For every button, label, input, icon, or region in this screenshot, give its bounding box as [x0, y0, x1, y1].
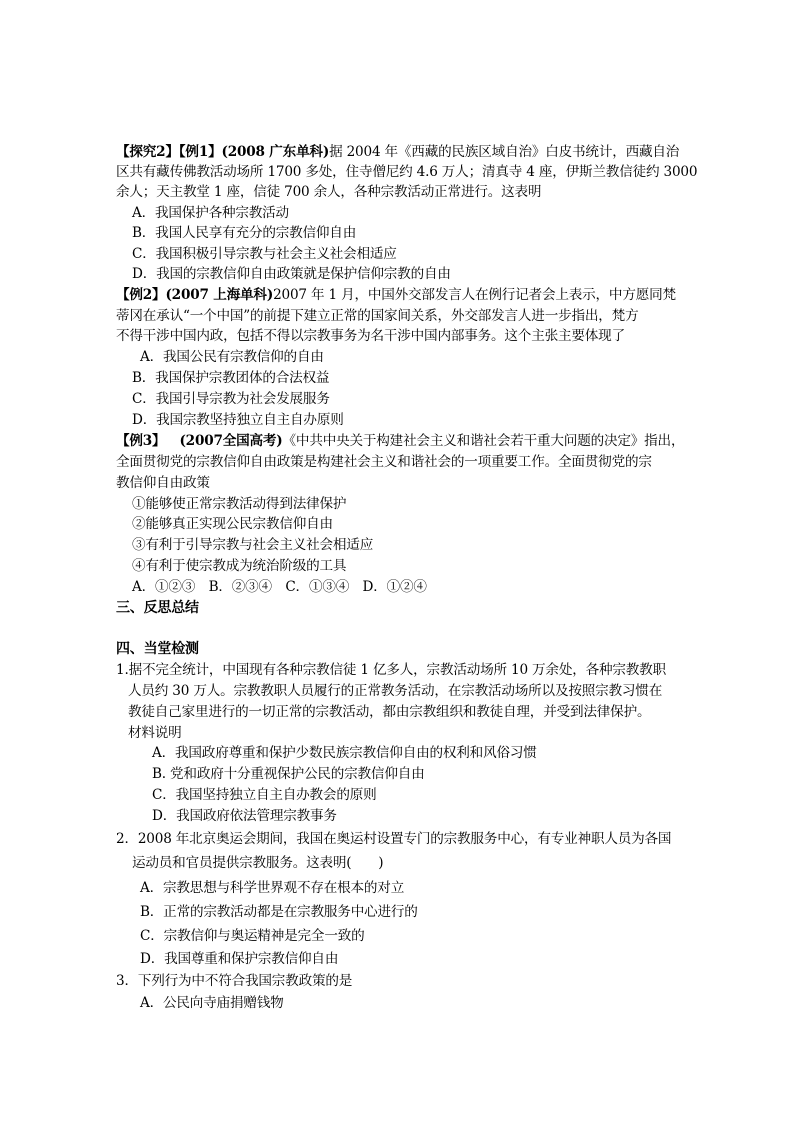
- example-3-item-1: ①能够使正常宗教活动得到法律保护: [132, 496, 347, 512]
- question-1-stem-1: 1.据不完全统计，中国现有各种宗教信徒 1 亿多人，宗教活动场所 10 万余处，各种宗教教职: [116, 662, 666, 678]
- question-1-stem-4: 材料说明: [128, 725, 182, 741]
- example-3-answers: A．①②③ B．②③④ C．①③④ D．①②④: [132, 579, 427, 595]
- example-2-stem-1: 2007 年 1 月，中国外交部发言人在例行记者会上表示，中方愿同梵: [273, 287, 676, 303]
- example-2-tag: 【例2】: [116, 287, 166, 303]
- question-1-option-d: D．我国政府依法管理宗教事务: [152, 808, 337, 824]
- example-3-stem-3: 教信仰自由政策: [116, 475, 210, 491]
- example-1-tag: 【探究2】【例1】: [116, 144, 222, 160]
- example-2-option-a: A．我国公民有宗教信仰的自由: [140, 349, 324, 365]
- example-1-line-1: [116, 142, 679, 162]
- question-2-stem-1: 2．2008 年北京奥运会期间，我国在奥运村设置专门的宗教服务中心，有专业神职人员为各国: [116, 831, 672, 847]
- example-2-option-d: D．我国宗教坚持独立自主自办原则: [132, 412, 344, 428]
- example-3-source: (2007全国高考): [179, 433, 283, 449]
- section-3-heading: 三、反思总结: [116, 600, 199, 616]
- example-1-stem-2: 区共有藏传佛教活动场所 1700 多处，住寺僧尼约 4.6 万人；清真寺 4 座，伊斯兰教信徒约 3000: [116, 164, 698, 180]
- example-2-option-b: B．我国保护宗教团体的合法权益: [132, 370, 330, 386]
- question-1-stem-3: 教徒自己家里进行的一切正常的宗教活动，都由宗教组织和教徒自理，并受到法律保护。: [128, 704, 651, 720]
- example-2-line-1: [116, 285, 676, 305]
- question-3-option-a: A．公民向寺庙捐赠钱物: [140, 995, 284, 1011]
- example-3-tag: 【例3】: [116, 433, 166, 449]
- example-3-stem-2: 全面贯彻党的宗教信仰自由政策是构建社会主义和谐社会的一项重要工作。全面贯彻党的宗: [116, 454, 652, 470]
- question-1-option-b: B. 党和政府十分重视保护公民的宗教信仰自由: [152, 766, 425, 782]
- example-1-option-b: B．我国人民享有充分的宗教信仰自由: [132, 225, 357, 241]
- question-2-option-d: D．我国尊重和保护宗教信仰自由: [140, 951, 339, 967]
- example-3-stem-1: 《中共中央关于构建社会主义和谐社会若干重大问题的决定》指出，: [282, 433, 685, 449]
- question-2-option-a: A．宗教思想与科学世界观不存在根本的对立: [140, 880, 405, 896]
- example-1-option-a: A．我国保护各种宗教活动: [132, 205, 289, 221]
- example-2-stem-2: 蒂冈在承认“一个中国”的前提下建立正常的国家间关系，外交部发言人进一步指出，梵方: [116, 308, 639, 324]
- example-3-item-2: ②能够真正实现公民宗教信仰自由: [132, 516, 333, 532]
- example-3-item-4: ④有利于使宗教成为统治阶级的工具: [132, 558, 347, 574]
- example-1-option-c: C．我国积极引导宗教与社会主义社会相适应: [132, 246, 397, 262]
- example-2-stem-3: 不得干涉中国内政，包括不得以宗教事务为名干涉中国内部事务。这个主张主要体现了: [116, 328, 625, 344]
- example-3-line-1: [116, 431, 684, 451]
- question-2-stem-2: 运动员和官员提供宗教服务。这表明( ): [132, 855, 384, 871]
- question-1-option-c: C．我国坚持独立自主自办教会的原则: [152, 787, 377, 803]
- example-1-stem-3: 余人；天主教堂 1 座，信徒 700 余人，各种宗教活动正常进行。这表明: [116, 184, 542, 200]
- example-2-option-c: C．我国引导宗教为社会发展服务: [132, 391, 330, 407]
- example-1-source: (2008 广东单科): [221, 144, 330, 160]
- example-1-option-d: D．我国的宗教信仰自由政策就是保护信仰宗教的自由: [132, 266, 451, 282]
- question-2-option-c: C．宗教信仰与奥运精神是完全一致的: [140, 928, 365, 944]
- example-3-item-3: ③有利于引导宗教与社会主义社会相适应: [132, 537, 374, 553]
- question-3-stem: 3．下列行为中不符合我国宗教政策的是: [116, 973, 353, 989]
- question-2-option-b: B．正常的宗教活动都是在宗教服务中心进行的: [140, 904, 418, 920]
- question-1-stem-2: 人员约 30 万人。宗教教职人员履行的正常教务活动，在宗教活动场所以及按照宗教习惯在: [128, 683, 663, 699]
- section-4-heading: 四、当堂检测: [116, 641, 199, 657]
- example-1-stem-1: 据 2004 年《西藏的民族区域自治》白皮书统计，西藏自治: [329, 144, 680, 160]
- question-1-option-a: A．我国政府尊重和保护少数民族宗教信仰自由的权利和风俗习惯: [152, 745, 537, 761]
- example-2-source: (2007 上海单科): [165, 287, 274, 303]
